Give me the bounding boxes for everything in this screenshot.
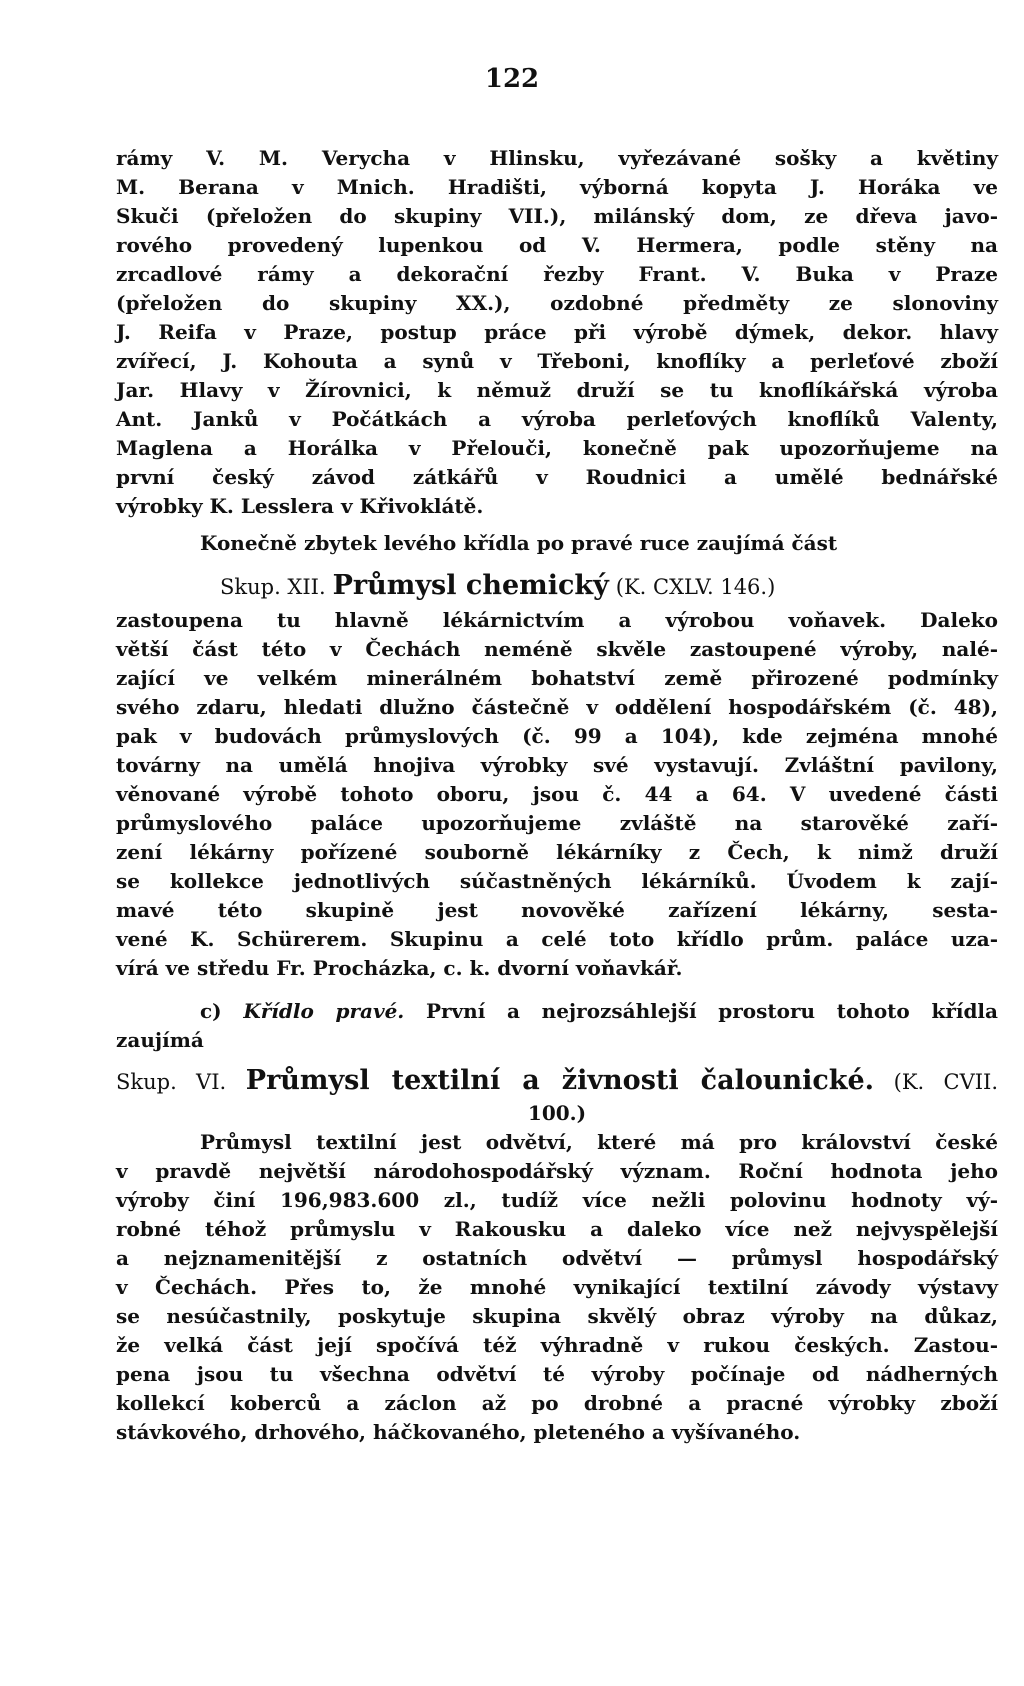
text-line: a nejznamenitější z ostatních odvětví — průmysl hospodářský [116,1246,998,1270]
text-line: výrobky K. Lesslera v Křivoklátě. [116,494,484,518]
text-line: Jar. Hlavy v Žírovnici, k němuž druží se tu knoflíkářská výroba [116,378,998,402]
text-line: mavé této skupině jest novověké zařízení lékárny, sesta- [116,898,998,922]
text-line: svého zdaru, hledati dlužno částečně v oddělení hospodářském (č. 48), [116,695,998,719]
skup-label: Skup. XII. [220,575,326,599]
text-line: M. Berana v Mnich. Hradišti, výborná kopyta J. Horáka ve [116,175,998,199]
text-line: zající ve velkém minerálném bohatství země přirozené podmínky [116,666,998,690]
text-line: zvířecí, J. Kohouta a synů v Třeboni, knoflíky a perleťové zboží [116,349,998,373]
section-c-line [116,997,998,1026]
text-line: věnované výrobě tohoto oboru, jsou č. 44 a 64. V uvedené části [116,782,998,806]
text-line: Skuči (přeložen do skupiny VII.), milánský dom, ze dřeva javo- [116,204,998,228]
section-c-title: Křídlo pravé. [243,999,405,1023]
text-line: J. Reifa v Praze, postup práce při výrobě dýmek, dekor. hlavy [116,320,998,344]
skup-label: Skup. VI. [116,1070,227,1094]
page-text [116,144,998,1447]
text-line: stávkového, drhového, háčkovaného, pleteného a vyšívaného. [116,1420,801,1444]
text-line: zastoupena tu hlavně lékárnictvím a výrobou voňavek. Daleko [116,608,998,632]
text-line: rámy V. M. Verycha v Hlinsku, vyřezávané sošky a květiny [116,146,998,170]
section-heading-skup-vi [116,1063,998,1099]
skup-title: Průmysl chemický [332,570,609,601]
text-line: robné téhož průmyslu v Rakousku a daleko více než nejvyspělejší [116,1217,998,1241]
text-line: výroby činí 196,983.600 zl., tudíž více nežli polovinu hodnoty vý- [116,1188,998,1212]
text-line: pak v budovách průmyslových (č. 99 a 104), kde zejména mnohé [116,724,998,748]
paragraph-intro: Konečně zbytek levého křídla po pravé ruce zaujímá část [200,531,838,555]
text-line: se nesúčastnily, poskytuje skupina skvělý obraz výroby na důkaz, [116,1304,998,1328]
skup-ref-continued: 100.) [527,1101,587,1125]
text-line: Průmysl textilní jest odvětví, které má pro království české [200,1130,998,1154]
text-line: se kollekce jednotlivých súčastněných lékárníků. Úvodem k zají- [116,869,998,893]
text-line: (přeložen do skupiny XX.), ozdobné předměty ze slonoviny [116,291,998,315]
section-heading-skup-xii [116,566,998,606]
text-line: zrcadlové rámy a dekorační řezby Frant. V. Buka v Praze [116,262,998,286]
text-line: Maglena a Horálka v Přelouči, konečně pak upozorňujeme na [116,436,998,460]
text-line: vené K. Schürerem. Skupinu a celé toto křídlo prům. paláce uza- [116,927,998,951]
section-c-label: c) [200,999,222,1023]
text-line: průmyslového paláce upozorňujeme zvláště na starověké zaří- [116,811,998,835]
section-c-text: První a nejrozsáhlejší prostoru tohoto křídla [425,999,998,1023]
text-line: kollekcí koberců a záclon až po drobné a pracné výrobky zboží [116,1391,998,1415]
text-line: zení lékárny pořízené souborně lékárníky z Čech, k nimž druží [116,840,998,864]
text-line: v Čechách. Přes to, že mnohé vynikající textilní závody výstavy [116,1275,998,1299]
page-number: 122 [484,64,540,94]
skup-ref: (K. CXLV. 146.) [615,575,776,599]
text-line: že velká část její spočívá též výhradně v rukou českých. Zastou- [116,1333,998,1357]
text-line: zaujímá [116,1028,204,1052]
text-line: v pravdě největší národohospodářský význam. Roční hodnota jeho [116,1159,998,1183]
text-line: rového provedený lupenkou od V. Hermera, podle stěny na [116,233,998,257]
text-line: větší část této v Čechách neméně skvěle zastoupené výroby, nalé- [116,637,998,661]
text-line: vírá ve středu Fr. Procházka, c. k. dvorní voňavkář. [116,956,683,980]
text-line: první český závod zátkářů v Roudnici a umělé bednářské [116,465,998,489]
skup-ref: (K. CVII. [893,1070,998,1094]
skup-title: Průmysl textilní a živnosti čalounické. [245,1065,875,1096]
text-line: továrny na umělá hnojiva výrobky své vystavují. Zvláštní pavilony, [116,753,998,777]
text-line: Ant. Janků v Počátkách a výroba perleťových knoflíků Valenty, [116,407,998,431]
text-line: pena jsou tu všechna odvětví té výroby počínaje od nádherných [116,1362,998,1386]
